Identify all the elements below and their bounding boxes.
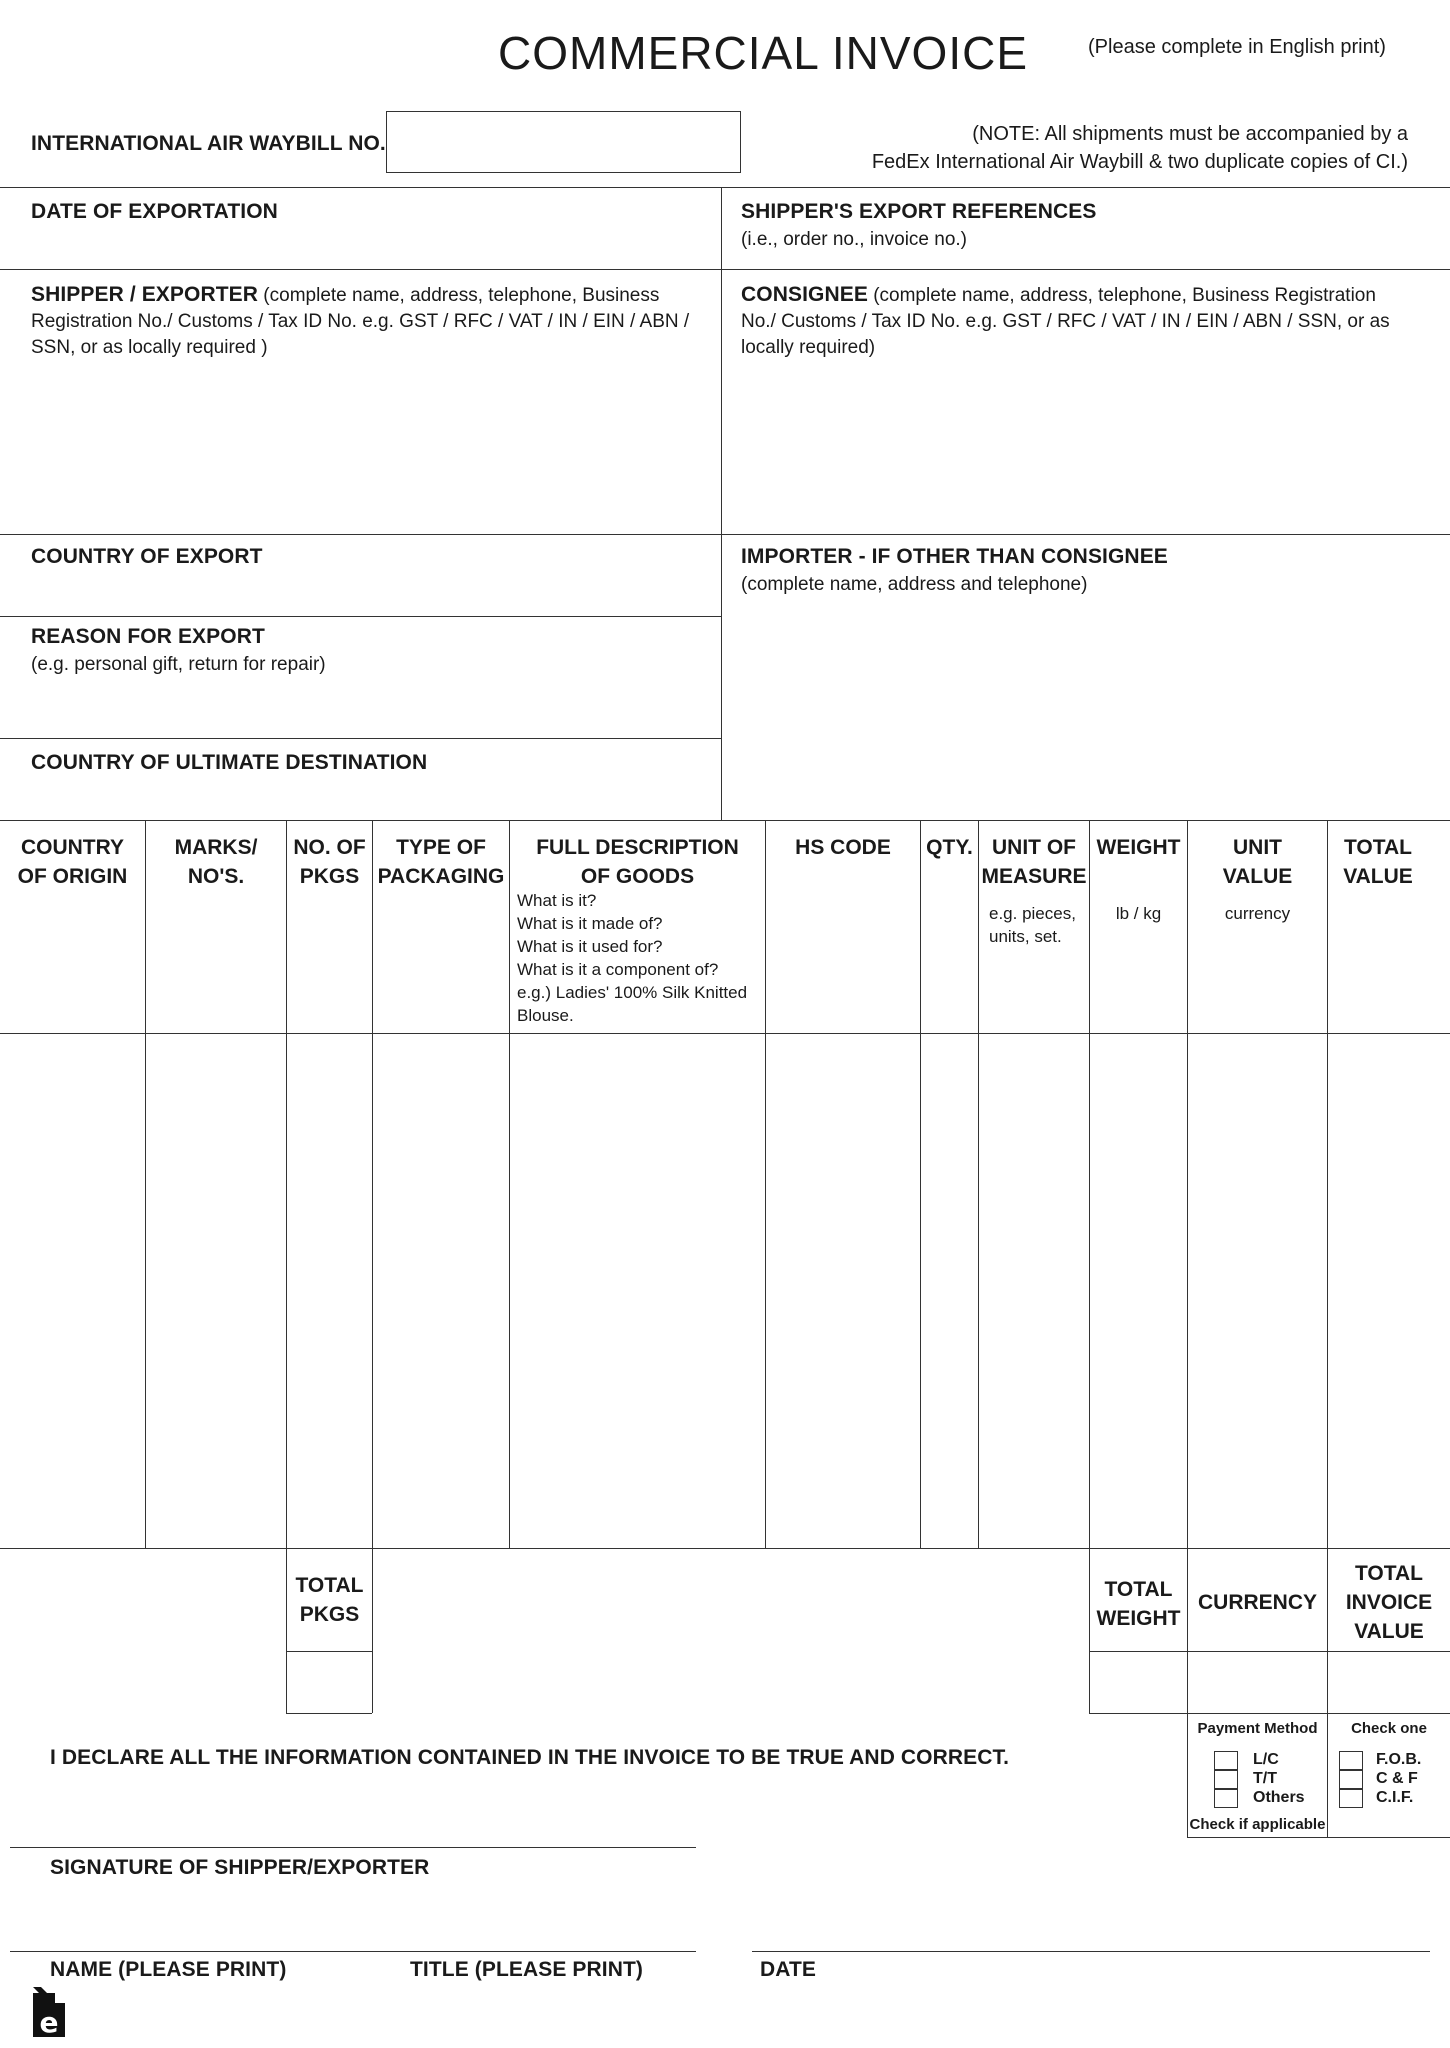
divider [1089,1713,1450,1714]
shipper-exporter-title: SHIPPER / EXPORTER [31,283,259,306]
signature-label: SIGNATURE OF SHIPPER/EXPORTER [50,1856,430,1879]
column-header-total-value: TOTAL VALUE [1343,836,1413,888]
total-invoice-value-label: TOTAL INVOICE VALUE [1345,1562,1433,1643]
importer-field[interactable] [722,600,1450,818]
column-header-unit-of-measure: UNIT OF MEASURE [981,836,1087,888]
total-weight-label: TOTAL WEIGHT [1096,1578,1181,1630]
air-waybill-input[interactable] [386,111,741,173]
divider [752,1951,1430,1952]
divider [286,1713,372,1714]
column-header-no-of-pkgs: NO. OF PKGS [293,836,366,888]
consignee-desc-1: (complete name, address, telephone, Business Registration [867,285,1376,306]
total-weight-input[interactable] [1091,1653,1186,1712]
term-fob-checkbox[interactable] [1339,1751,1363,1770]
divider [0,616,722,617]
divider [10,1951,696,1952]
unit-value-hint: currency [1224,904,1291,923]
reason-for-export-hint: (e.g. personal gift, return for repair) [31,654,326,675]
payment-tt-label: T/T [1253,1770,1277,1787]
date-of-exportation-label: DATE OF EXPORTATION [31,200,278,223]
table-bottom-border [0,1548,1450,1549]
svg-text:e: e [39,2006,59,2037]
term-cif-label: C.I.F. [1376,1789,1414,1806]
date-field[interactable] [752,1985,1430,2035]
shipment-note-line-1: (NOTE: All shipments must be accompanied by a [972,123,1408,145]
term-fob-label: F.O.B. [1376,1751,1422,1768]
divider [1089,1651,1450,1652]
total-invoice-value-input[interactable] [1329,1653,1450,1712]
name-label: NAME (PLEASE PRINT) [50,1958,287,1981]
total-pkgs-label: TOTAL PKGS [295,1574,364,1626]
term-cif-checkbox[interactable] [1339,1789,1363,1808]
divider [0,534,1450,535]
importer-label: IMPORTER - IF OTHER THAN CONSIGNEE [741,545,1168,568]
payment-others-checkbox[interactable] [1214,1789,1238,1808]
consignee-label [741,282,1431,361]
payment-lc-checkbox[interactable] [1214,1751,1238,1770]
weight-hint: lb / kg [1115,904,1162,923]
shipment-note [872,120,1408,176]
total-pkgs-input[interactable] [288,1653,371,1712]
payment-tt-checkbox[interactable] [1214,1770,1238,1789]
page-title: COMMERCIAL INVOICE [498,27,1029,79]
shipment-note-line-2: FedEx International Air Waybill & two duplicate copies of CI.) [871,151,1408,173]
goods-table-body[interactable] [0,1035,1450,1547]
reason-for-export-field[interactable] [0,680,720,738]
payment-method-label: Payment Method [1197,1720,1318,1737]
check-one-label: Check one [1351,1720,1427,1737]
shipper-export-references-field[interactable] [722,187,1450,269]
column-header-hs-code: HS CODE [795,836,891,859]
shipper-exporter-desc-2: Registration No./ Customs / Tax ID No. e.g. GST / RFC / VAT / IN / EIN / ABN / [31,311,690,332]
divider [0,269,1450,270]
check-if-applicable-label: Check if applicable [1189,1816,1326,1833]
name-title-field[interactable] [10,1985,696,2035]
date-label: DATE [760,1958,817,1981]
ultimate-destination-field[interactable] [0,776,720,818]
declaration-text: I DECLARE ALL THE INFORMATION CONTAINED IN THE INVOICE TO BE TRUE AND CORRECT. [50,1746,1010,1769]
currency-input[interactable] [1189,1653,1326,1712]
ultimate-destination-label: COUNTRY OF ULTIMATE DESTINATION [31,751,428,774]
currency-label: CURRENCY [1197,1591,1317,1614]
shipper-exporter-desc-3: SSN, or as locally required ) [31,337,268,358]
divider [286,1651,372,1652]
shipper-exporter-field[interactable] [0,370,720,534]
table-top-border [0,820,1450,821]
signature-field[interactable] [10,1884,696,1950]
divider [10,1847,696,1848]
unit-of-measure-hint: e.g. pieces, units, set. [989,904,1076,946]
description-hint: What is it? What is it made of? What is it used for? What is it a component of? e.g.) Ladies' 100% Silk Knitted Blouse. [517,891,748,1025]
term-cf-checkbox[interactable] [1339,1770,1363,1789]
term-cf-label: C & F [1376,1770,1418,1787]
reason-for-export-label: REASON FOR EXPORT [31,625,265,648]
column-header-description: FULL DESCRIPTION OF GOODS [536,836,739,888]
divider [0,738,722,739]
country-of-export-label: COUNTRY OF EXPORT [31,545,263,568]
payment-others-label: Others [1253,1789,1305,1806]
importer-hint: (complete name, address and telephone) [741,574,1088,595]
shipper-export-references-label: SHIPPER'S EXPORT REFERENCES [741,200,1097,223]
payment-lc-label: L/C [1253,1751,1279,1768]
column-header-marks: MARKS/ NO'S. [174,836,258,888]
document-logo-icon [33,1987,65,2042]
air-waybill-label: INTERNATIONAL AIR WAYBILL NO. [31,132,386,155]
column-header-qty: QTY. [926,836,973,859]
consignee-desc-3: locally required) [741,337,876,358]
consignee-desc-2: No./ Customs / Tax ID No. e.g. GST / RFC / VAT / IN / EIN / ABN / SSN, or as [741,311,1390,332]
column-header-unit-value: UNIT VALUE [1222,836,1293,888]
shipper-exporter-desc-1: (complete name, address, telephone, Business [258,285,660,306]
consignee-field[interactable] [722,370,1450,534]
column-header-country-of-origin: COUNTRY OF ORIGIN [17,836,128,888]
divider [1187,1837,1450,1838]
column-header-weight: WEIGHT [1096,836,1181,859]
column-header-type-of-packaging: TYPE OF PACKAGING [377,836,505,888]
shipper-exporter-label [31,282,711,361]
consignee-title: CONSIGNEE [741,283,868,306]
title-label: TITLE (PLEASE PRINT) [410,1958,643,1981]
table-header-border [0,1033,1450,1034]
country-of-export-field[interactable] [0,570,720,616]
english-print-note: (Please complete in English print) [1088,36,1386,58]
date-of-exportation-field[interactable] [0,187,720,269]
shipper-export-references-hint: (i.e., order no., invoice no.) [741,229,967,250]
